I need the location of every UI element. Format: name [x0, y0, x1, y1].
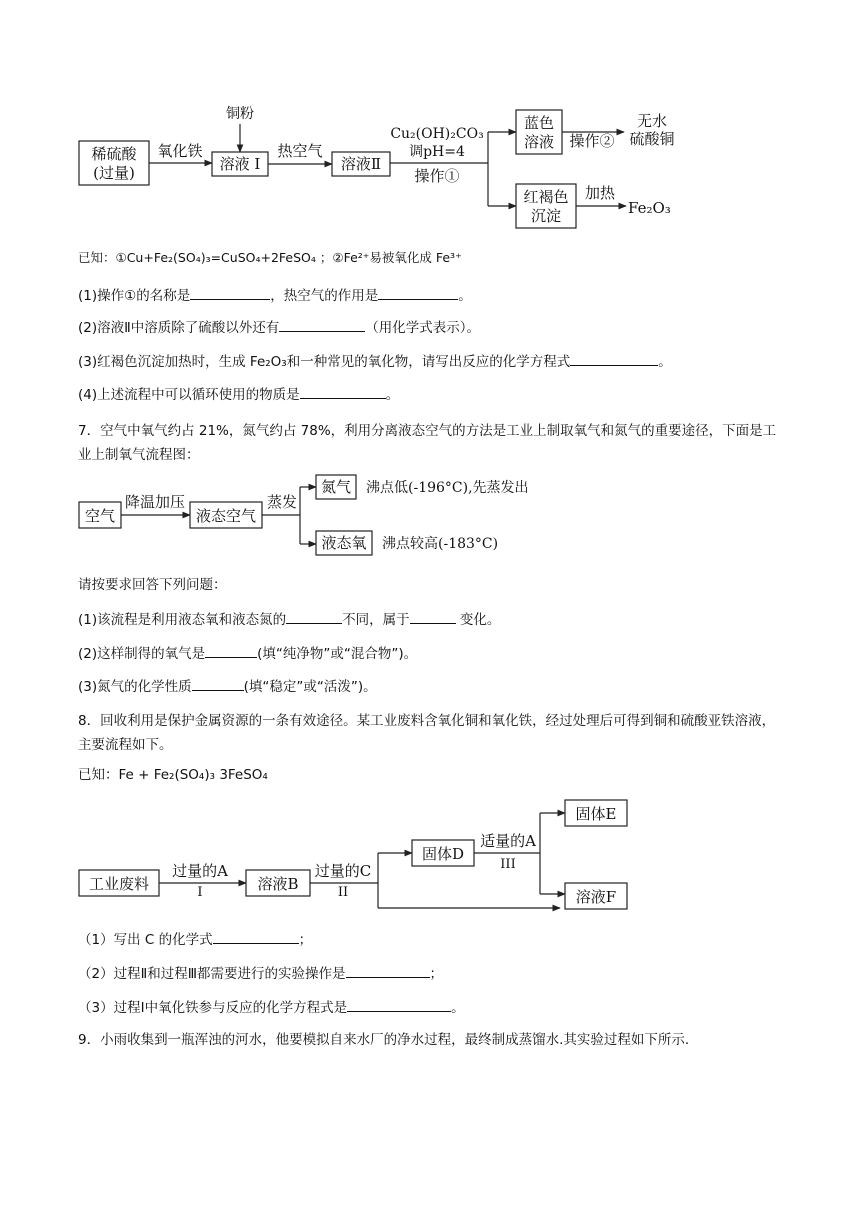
q7-question-1: [78, 609, 500, 630]
box-industrial-waste-label: 工业废料: [88, 875, 150, 893]
answer-blank[interactable]: [213, 929, 299, 944]
q6-known: 已知：①Cu+Fe₂(SO₄)₃=CuSO₄+2FeSO₄ ；②Fe²⁺易被氧化成 Fe³⁺: [78, 250, 462, 265]
answer-blank[interactable]: [378, 285, 458, 300]
label-step-2: II: [337, 885, 349, 900]
q6-q3-text-b: 。: [658, 354, 672, 370]
q8-question-2: [78, 963, 443, 984]
answer-blank[interactable]: [279, 317, 365, 332]
label-iron-oxide: 氧化铁: [157, 142, 203, 160]
q7-q1-text-a: (1)该流程是利用液态氧和液态氮的: [78, 612, 287, 628]
label-excess-a: 过量的A: [172, 862, 228, 880]
label-operation-1: 操作①: [414, 167, 460, 185]
box-air-label: 空气: [84, 507, 116, 525]
q8-q2-text-a: （2）过程Ⅱ和过程Ⅲ都需要进行的实验操作是: [78, 966, 346, 982]
box-red-label-2: 沉淀: [530, 207, 562, 225]
box-solution-2-label: 溶液Ⅱ: [340, 155, 382, 173]
q8-q2-text-b: ；: [429, 966, 444, 982]
label-proper-a: 适量的A: [480, 832, 536, 850]
q9-intro: 9．小雨收集到一瓶浑浊的河水，他要模拟自来水厂的净水过程，最终制成蒸馏水.其实验过程如下所示.: [78, 1032, 690, 1048]
answer-blank[interactable]: [300, 384, 386, 399]
q6-q3-text-a: (3)红褐色沉淀加热时，生成 Fe₂O₃和一种常见的氧化物，请写出反应的化学方程式: [78, 354, 571, 370]
note-nitrogen-boiling-point: 沸点低(-196°C),先蒸发出: [366, 480, 529, 496]
flowchart-copper-sulfate: [0, 0, 860, 240]
flowchart-waste-recycling: [0, 790, 860, 920]
q8-intro: 8．回收利用是保护金属资源的一条有效途径。某工业废料含氧化铜和氧化铁，经过处理后可得到铜和硫酸亚铁溶液，主要流程如下。: [78, 713, 776, 753]
label-cool-compress: 降温加压: [124, 493, 186, 511]
q7-intro: 7．空气中氧气约占 21%，氮气约占 78%，利用分离液态空气的方法是工业上制取氧气和氮气的重要途径，下面是工业上制氧气流程图：: [78, 423, 777, 463]
q6-question-3: [78, 351, 672, 372]
answer-blank[interactable]: [192, 676, 244, 691]
q6-q1-text-c: 。: [458, 288, 472, 304]
note-oxygen-boiling-point: 沸点较高(-183°C): [382, 536, 499, 552]
q6-q2-text-b: （用化学式表示）。: [365, 320, 481, 336]
q7-q2-text-a: (2)这样制得的氧气是: [78, 646, 206, 662]
answer-blank[interactable]: [570, 351, 658, 366]
q6-q1-text-a: (1)操作①的名称是: [78, 288, 191, 304]
box-acid-label-1: 稀硫酸: [91, 145, 137, 163]
box-solution-1-label: 溶液 I: [219, 155, 261, 173]
answer-blank[interactable]: [346, 963, 430, 978]
flowchart-oxygen-production: [0, 470, 860, 560]
q6-q4-text-a: (4)上述流程中可以循环使用的物质是: [78, 387, 300, 403]
box-blue-label-2: 溶液: [523, 133, 555, 151]
q8-q3-text-b: 。: [451, 1000, 465, 1016]
q7-question-2: [78, 643, 417, 664]
label-hot-air: 热空气: [277, 142, 323, 160]
q6-question-4: [78, 384, 399, 405]
label-operation-2: 操作②: [569, 132, 615, 150]
box-blue-label-1: 蓝色: [523, 114, 555, 132]
q8-q3-text-a: （3）过程Ⅰ中氧化铁参与反应的化学方程式是: [78, 1000, 348, 1016]
q7-q2-text-b: (填“纯净物”或“混合物”)。: [257, 646, 418, 662]
box-solution-f-label: 溶液F: [575, 888, 617, 906]
box-liquid-air-label: 液态空气: [195, 507, 257, 525]
product-anhydrous-label-2: 硫酸铜: [629, 130, 675, 148]
q6-question-2: [78, 317, 480, 338]
q7-q1-text-b: 不同，属于: [342, 612, 410, 628]
label-step-1: I: [197, 885, 203, 900]
answer-blank[interactable]: [286, 609, 342, 624]
box-solid-d-label: 固体D: [421, 845, 465, 863]
label-step-3: III: [500, 857, 516, 872]
q7-question-3: [78, 676, 377, 697]
answer-blank[interactable]: [190, 285, 270, 300]
box-red-label-1: 红褐色: [523, 188, 569, 206]
box-solid-e-label: 固体E: [575, 805, 617, 823]
q8-q1-text-b: ；: [298, 932, 313, 948]
label-adjust-ph: 调pH=4: [409, 144, 465, 160]
q7-q1-text-c: 变化。: [455, 612, 501, 628]
q7-q3-text-a: (3)氮气的化学性质: [78, 679, 192, 695]
q8-q1-text-a: （1）写出 C 的化学式: [78, 932, 213, 948]
q7-prompt: 请按要求回答下列问题：: [78, 577, 227, 593]
q7-q3-text-b: (填“稳定”或“活泼”)。: [243, 679, 377, 695]
q8-question-3: [78, 997, 465, 1018]
answer-blank[interactable]: [205, 643, 257, 658]
box-liquid-oxygen-label: 液态氧: [321, 534, 367, 552]
box-solution-b-label: 溶液B: [257, 875, 299, 893]
answer-blank[interactable]: [410, 609, 456, 624]
q6-q1-text-b: ，热空气的作用是: [270, 288, 379, 304]
box-acid-label-2: (过量): [93, 164, 135, 182]
label-heat: 加热: [584, 184, 616, 202]
label-basic-copper-carbonate: Cu₂(OH)₂CO₃: [390, 126, 484, 142]
q6-question-1: [78, 285, 472, 306]
product-anhydrous-label-1: 无水: [636, 112, 668, 130]
q6-q4-text-b: 。: [385, 387, 400, 403]
box-nitrogen-label: 氮气: [320, 478, 352, 496]
label-copper-powder: 铜粉: [226, 106, 254, 122]
product-iron-oxide: Fe₂O₃: [628, 199, 671, 217]
answer-blank[interactable]: [347, 997, 451, 1012]
q6-q2-text-a: (2)溶液Ⅱ中溶质除了硫酸以外还有: [78, 320, 280, 336]
label-excess-c: 过量的C: [314, 862, 372, 880]
label-evaporate: 蒸发: [266, 493, 298, 511]
q8-known: 已知：Fe + Fe₂(SO₄)₃ 3FeSO₄: [78, 767, 268, 783]
q8-question-1: [78, 929, 312, 950]
